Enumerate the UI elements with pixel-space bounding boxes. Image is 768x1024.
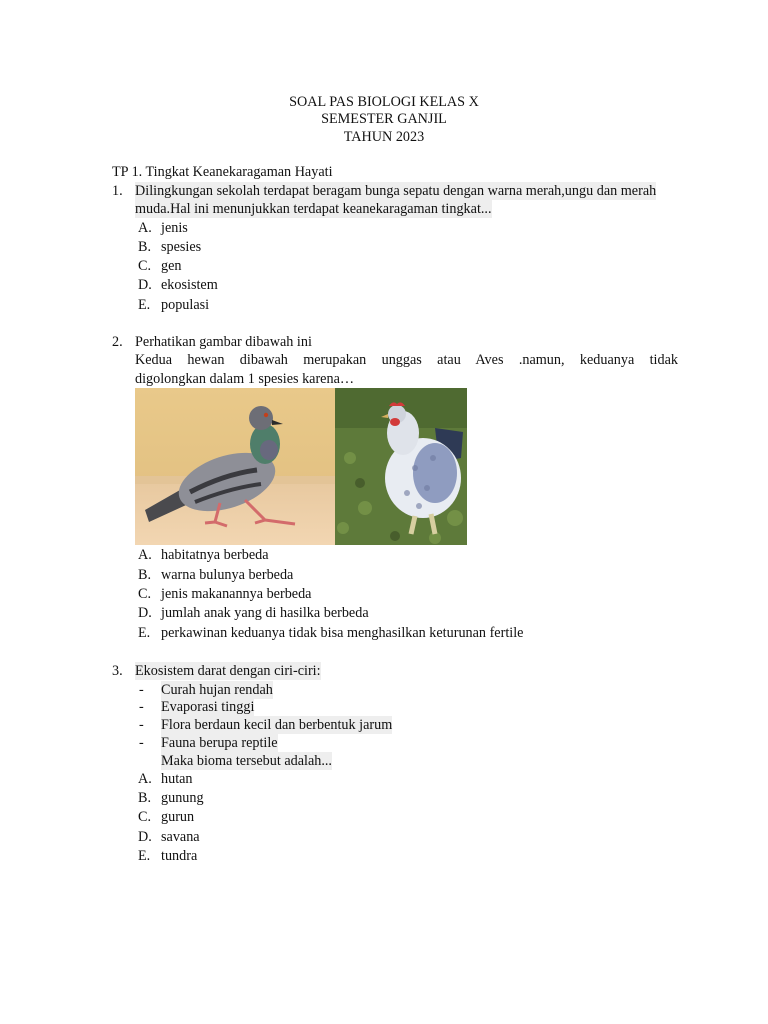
q2-option-letter: D.	[138, 605, 152, 621]
q1-option-text: populasi	[161, 297, 210, 313]
q3-option-text: hutan	[161, 771, 193, 787]
q2-option-letter: A.	[138, 547, 152, 563]
q3-option-text: gurun	[161, 809, 195, 825]
q3-option-letter: E.	[138, 848, 151, 864]
q2-option-text: habitatnya berbeda	[161, 547, 269, 563]
doc-title: SOAL PAS BIOLOGI KELAS X	[289, 94, 479, 110]
q1-option-letter: A.	[138, 220, 152, 236]
q2-option-letter: E.	[138, 625, 151, 641]
q3-option-letter: A.	[138, 771, 152, 787]
q3-bullet: Curah hujan rendah	[161, 682, 273, 698]
doc-semester: SEMESTER GANJIL	[321, 111, 447, 127]
q3-bullet: Evaporasi tinggi	[161, 699, 255, 715]
q1-number: 1.	[112, 183, 123, 199]
section-heading: TP 1. Tingkat Keanekaragaman Hayati	[112, 164, 333, 180]
q1-option-letter: B.	[138, 239, 152, 255]
q3-option-text: gunung	[161, 790, 204, 806]
q3-bullet-mark: -	[139, 699, 144, 715]
q2-option-letter: C.	[138, 586, 152, 602]
q3-closing: Maka bioma tersebut adalah...	[161, 753, 332, 769]
q3-bullet-mark: -	[139, 682, 144, 698]
q2-intro: Perhatikan gambar dibawah ini	[135, 334, 312, 350]
q2-option-text: jumlah anak yang di hasilka berbeda	[161, 605, 369, 621]
q3-option-letter: C.	[138, 809, 152, 825]
q1-option-text: spesies	[161, 239, 202, 255]
q2-number: 2.	[112, 334, 123, 350]
q3-number: 3.	[112, 663, 123, 679]
q1-option-letter: C.	[138, 258, 152, 274]
q1-text-line1: Dilingkungan sekolah terdapat beragam bunga sepatu dengan warna merah,ungu dan merah	[135, 183, 657, 199]
q3-option-text: savana	[161, 829, 200, 845]
q3-option-letter: D.	[138, 829, 152, 845]
q2-option-text: perkawinan keduanya tidak bisa menghasilkan keturunan fertile	[161, 625, 524, 641]
pigeon-photo	[135, 388, 335, 545]
q3-bullet-mark: -	[139, 735, 144, 751]
q3-option-letter: B.	[138, 790, 152, 806]
q2-text-line1: Kedua hewan dibawah merupakan unggas atau Aves .namun, keduanya tidak	[135, 352, 678, 368]
q1-option-text: jenis	[161, 220, 188, 236]
q1-option-letter: E.	[138, 297, 151, 313]
q1-text-line2: muda.Hal ini menunjukkan terdapat keanekaragaman tingkat...	[135, 201, 492, 217]
q3-bullet: Fauna berupa reptile	[161, 735, 278, 751]
q1-option-letter: D.	[138, 277, 152, 293]
q1-option-text: gen	[161, 258, 182, 274]
q2-option-text: jenis makanannya berbeda	[161, 586, 312, 602]
q3-option-text: tundra	[161, 848, 198, 864]
q3-bullet-mark: -	[139, 717, 144, 733]
q2-text-line2: digolongkan dalam 1 spesies karena…	[135, 371, 355, 387]
q3-bullet: Flora berdaun kecil dan berbentuk jarum	[161, 717, 393, 733]
q2-option-text: warna bulunya berbeda	[161, 567, 294, 583]
chicken-photo	[335, 388, 467, 545]
doc-year: TAHUN 2023	[343, 129, 425, 145]
q3-intro: Ekosistem darat dengan ciri-ciri:	[135, 663, 321, 679]
q1-option-text: ekosistem	[161, 277, 218, 293]
q2-option-letter: B.	[138, 567, 152, 583]
